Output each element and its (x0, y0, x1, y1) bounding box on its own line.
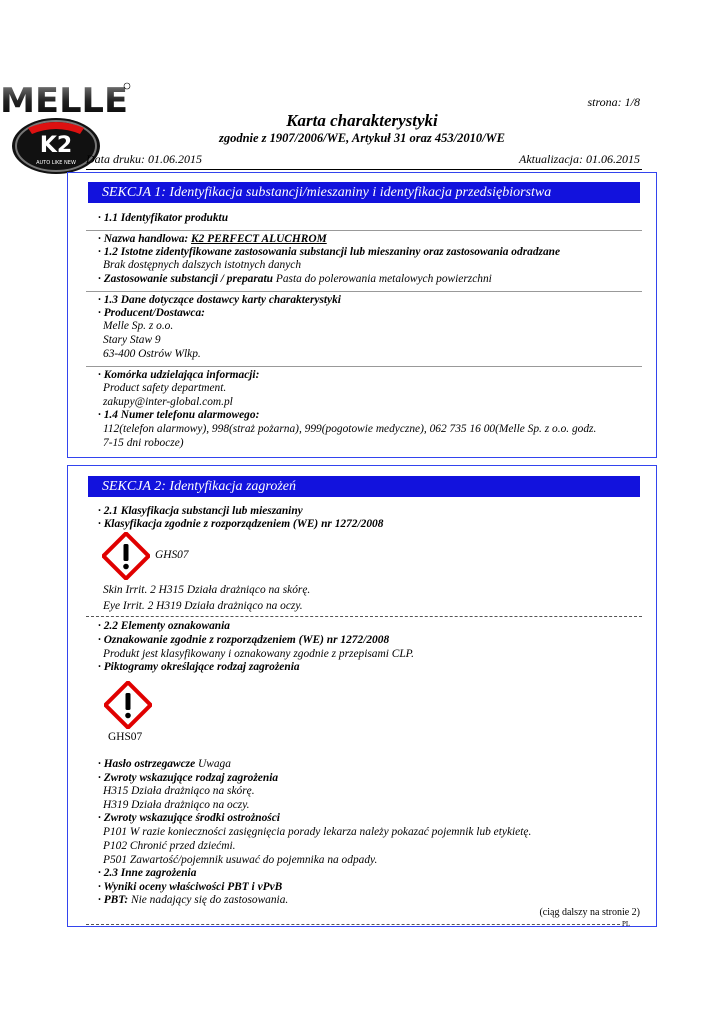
language-code: PL (622, 920, 631, 928)
print-date: Data druku: 01.06.2015 (86, 152, 202, 166)
s2-line: H319 Działa drażniąco na oczy. (103, 799, 250, 811)
header-rule (86, 169, 642, 170)
s2-line: P101 W razie konieczności zasięgnięcia porady lekarza należy pokazać pojemnik lub etykietę. (103, 826, 532, 838)
s1-line: Product safety department. (103, 382, 227, 394)
s1-line: 63-400 Ostrów Wlkp. (103, 348, 201, 360)
section-1-heading: SEKCJA 1: Identyfikacja substancji/mieszaniny i identyfikacja przedsiębiorstwa (88, 182, 640, 203)
s1-line: 7-15 dni robocze) (103, 437, 184, 449)
s2-line: · Zwroty wskazujące rodzaj zagrożenia (98, 772, 279, 784)
s1-email: zakupy@inter-global.com.pl (103, 396, 233, 408)
update-date: Aktualizacja: 01.06.2015 (519, 152, 640, 166)
page-number: strona: 1/8 (587, 95, 640, 109)
ghs07-exclamation-icon (104, 681, 152, 729)
s1-line: · Komórka udzielająca informacji: (98, 369, 260, 381)
ghs-label: GHS07 (155, 549, 189, 561)
s2-line: · Wyniki oceny właściwości PBT i vPvB (98, 881, 283, 893)
s1-trade-name: · Nazwa handlowa: K2 PERFECT ALUCHROM (98, 233, 327, 245)
s1-line: · 1.1 Identyfikator produktu (98, 212, 229, 224)
dashed-divider (86, 616, 642, 617)
s2-pbt: · PBT: Nie nadający się do zastosowania. (98, 894, 289, 906)
s2-line: · 2.3 Inne zagrożenia (98, 867, 197, 879)
continued-note: (ciąg dalszy na stronie 2) (539, 907, 640, 918)
divider (86, 230, 642, 231)
s2-line: P501 Zawartość/pojemnik usuwać do pojemnika na odpady. (103, 854, 378, 866)
s2-line: Produkt jest klasyfikowany i oznakowany zgodnie z przepisami CLP. (103, 648, 415, 660)
ghs-label: GHS07 (108, 731, 143, 743)
s2-line: Eye Irrit. 2 H319 Działa drażniąco na oczy. (103, 600, 303, 612)
s2-line: Skin Irrit. 2 H315 Działa drażniąco na skórę. (103, 584, 311, 596)
s2-line: · Zwroty wskazujące środki ostrożności (98, 812, 280, 824)
s2-signal-word: · Hasło ostrzegawcze Uwaga (98, 758, 231, 770)
s1-line: Stary Staw 9 (103, 334, 161, 346)
ghs07-exclamation-icon (102, 532, 150, 580)
s1-line: Melle Sp. z o.o. (103, 320, 174, 332)
divider (86, 291, 642, 292)
s2-line: · Piktogramy określające rodzaj zagrożenia (98, 661, 300, 673)
s1-line: · 1.3 Dane dotyczące dostawcy karty charakterystyki (98, 294, 341, 306)
s2-line: · Oznakowanie zgodnie z rozporządzeniem (WE) nr 1272/2008 (98, 634, 390, 646)
s1-line: 112(telefon alarmowy), 998(straż pożarna), 999(pogotowie medyczne), 062 735 16 00(Melle Sp. z o.o. godz. (103, 423, 597, 435)
document-subtitle: zgodnie z 1907/2006/WE, Artykuł 31 oraz 453/2010/WE (218, 131, 506, 145)
s2-line: P102 Chronić przed dziećmi. (103, 840, 236, 852)
s2-line: H315 Działa drażniąco na skórę. (103, 785, 255, 797)
s1-line: · Producent/Dostawca: (98, 307, 205, 319)
divider (86, 366, 642, 367)
document-title: Karta charakterystyki (286, 111, 438, 130)
s1-line: · 1.2 Istotne zidentyfikowane zastosowania substancji lub mieszaniny oraz zastosowania odradzane (98, 246, 561, 258)
s1-line: Brak dostępnych dalszych istotnych danych (103, 259, 302, 271)
s2-line: · Klasyfikacja zgodnie z rozporządzeniem (WE) nr 1272/2008 (98, 518, 384, 530)
s2-line: · 2.1 Klasyfikacja substancji lub mieszaniny (98, 505, 303, 517)
s1-line: · 1.4 Numer telefonu alarmowego: (98, 409, 260, 421)
section-2-heading: SEKCJA 2: Identyfikacja zagrożeń (88, 476, 640, 497)
svg-text:MELLE: MELLE (0, 82, 128, 118)
s1-use: · Zastosowanie substancji / preparatu Pasta do polerowania metalowych powierzchni (98, 273, 492, 285)
svg-text:K2: K2 (39, 133, 73, 158)
s2-line: · 2.2 Elementy oznakowania (98, 620, 230, 632)
footer-rule (86, 924, 620, 925)
svg-text:AUTO LIKE NEW: AUTO LIKE NEW (36, 160, 76, 166)
